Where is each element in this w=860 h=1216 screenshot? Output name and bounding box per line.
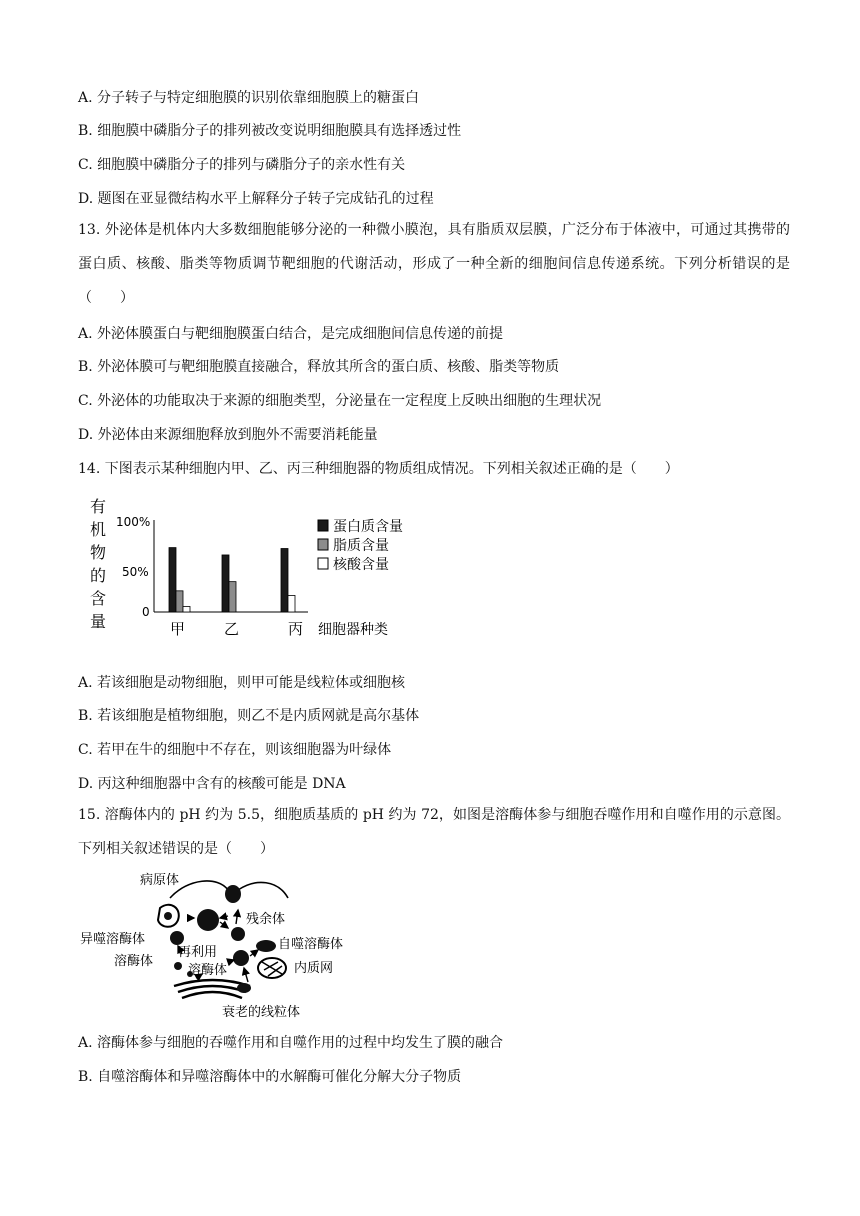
label-auto: 自噬溶酶体 [278, 937, 344, 952]
bar-丙-核酸含量 [288, 595, 295, 612]
er-shape [258, 958, 286, 978]
y-tick-100: 100% [116, 515, 151, 529]
y-axis-label-char: 物 [90, 543, 107, 562]
mitochondrion-shape [237, 983, 251, 993]
q14-option-a: A. 若该细胞是动物细胞，则甲可能是线粒体或细胞核 [78, 675, 406, 691]
label-hetero: 异噬溶酶体 [80, 932, 146, 947]
legend-swatch-protein [318, 520, 328, 531]
q13-option-a: A. 外泌体膜蛋白与靶细胞膜蛋白结合，是完成细胞间信息传递的前提 [78, 326, 504, 342]
organelle-composition-chart [86, 494, 426, 642]
y-axis-label-char: 有 [90, 497, 107, 516]
y-tick-0: 0 [142, 605, 150, 619]
bar-丙-蛋白质含量 [281, 549, 288, 612]
q12-option-b: B. 细胞膜中磷脂分子的排列被改变说明细胞膜具有选择透过性 [78, 123, 462, 139]
q12-option-a: A. 分子转子与特定细胞膜的识别依靠细胞膜上的糖蛋白 [78, 90, 420, 106]
q13-option-c: C. 外泌体的功能取决于来源的细胞类型，分泌量在一定程度上反映出细胞的生理状况 [78, 393, 602, 409]
q12-option-d: D. 题图在亚显微结构水平上解释分子转子完成钻孔的过程 [78, 191, 434, 207]
q14-option-c: C. 若甲在牛的细胞中不存在，则该细胞器为叶绿体 [78, 742, 392, 758]
lysosome-diagram [78, 870, 368, 1020]
x-tick-jia: 甲 [170, 620, 186, 638]
y-axis-label [90, 497, 106, 631]
label-er: 内质网 [294, 961, 334, 976]
center-lysosome-shape [233, 950, 249, 966]
residual-body-shape [231, 927, 245, 941]
legend-swatch-nucleic [318, 558, 328, 569]
bar-乙-蛋白质含量 [222, 555, 229, 612]
y-axis-label-char: 含 [90, 589, 107, 608]
legend [318, 519, 403, 573]
label-mitochondrion: 衰老的线粒体 [222, 1005, 301, 1020]
q15-option-b: B. 自噬溶酶体和异噬溶酶体中的水解酶可催化分解大分子物质 [78, 1069, 462, 1085]
label-reuse: 再利用 [178, 945, 218, 960]
hetero-inner [164, 912, 172, 920]
central-body-shape [197, 909, 219, 931]
legend-swatch-lipid [318, 539, 328, 550]
dot-1 [174, 962, 182, 970]
bar-甲-脂质含量 [176, 591, 183, 612]
q14-stem: 14. 下图表示某种细胞内甲、乙、丙三种细胞器的物质组成情况。下列相关叙述正确的是（ ） [78, 461, 679, 477]
x-tick-bing: 丙 [288, 620, 304, 638]
label-residual: 残余体 [246, 912, 286, 927]
legend-protein: 蛋白质含量 [333, 519, 403, 535]
x-axis-label: 细胞器种类 [318, 622, 388, 638]
bar-甲-蛋白质含量 [169, 548, 176, 612]
q13-stem: 13. 外泌体是机体内大多数细胞能够分泌的一种微小膜泡，具有脂质双层膜，广泛分布于体液中，可通过其携带的蛋白质、核酸、脂类等物质调节靶细胞的代谢活动，形成了一种全新的细胞间信息传递系统。下列分析错误的是（ ） [78, 222, 790, 306]
y-axis-label-char: 机 [90, 520, 107, 539]
bar-甲-核酸含量 [183, 606, 190, 612]
left-lysosome-shape [170, 931, 184, 945]
pathogen-shape [225, 885, 241, 903]
legend-nucleic: 核酸含量 [333, 557, 389, 573]
label-lysosome-left: 溶酶体 [114, 954, 154, 969]
q14-option-d: D. 丙这种细胞器中含有的核酸可能是 DNA [78, 776, 346, 792]
y-axis-label-char: 量 [90, 612, 107, 631]
chart-svg [86, 494, 426, 642]
y-tick-50: 50% [122, 565, 149, 579]
chart-bars [169, 548, 295, 612]
lysosome-diagram-svg [78, 870, 368, 1020]
q12-option-c: C. 细胞膜中磷脂分子的排列与磷脂分子的亲水性有关 [78, 157, 406, 173]
q15-option-a: A. 溶酶体参与细胞的吞噬作用和自噬作用的过程中均发生了膜的融合 [78, 1035, 504, 1051]
q13-option-b: B. 外泌体膜可与靶细胞膜直接融合，释放其所含的蛋白质、核酸、脂类等物质 [78, 359, 560, 375]
bar-乙-脂质含量 [229, 582, 236, 612]
q15-stem: 15. 溶酶体内的 pH 约为 5.5，细胞质基质的 pH 约为 72，如图是溶酶体参与细胞吞噬作用和自噬作用的示意图。下列相关叙述错误的是（ ） [78, 807, 790, 857]
label-lysosome-center: 溶酶体 [188, 963, 228, 978]
q13-option-d: D. 外泌体由来源细胞释放到胞外不需要消耗能量 [78, 427, 378, 443]
legend-lipid: 脂质含量 [333, 538, 389, 554]
x-tick-yi: 乙 [224, 620, 240, 638]
y-axis-label-char: 的 [90, 566, 107, 585]
autophagosome-shape [256, 940, 276, 952]
q14-option-b: B. 若该细胞是植物细胞，则乙不是内质网就是高尔基体 [78, 708, 420, 724]
top-arc-right [238, 882, 288, 898]
label-pathogen: 病原体 [140, 873, 180, 888]
